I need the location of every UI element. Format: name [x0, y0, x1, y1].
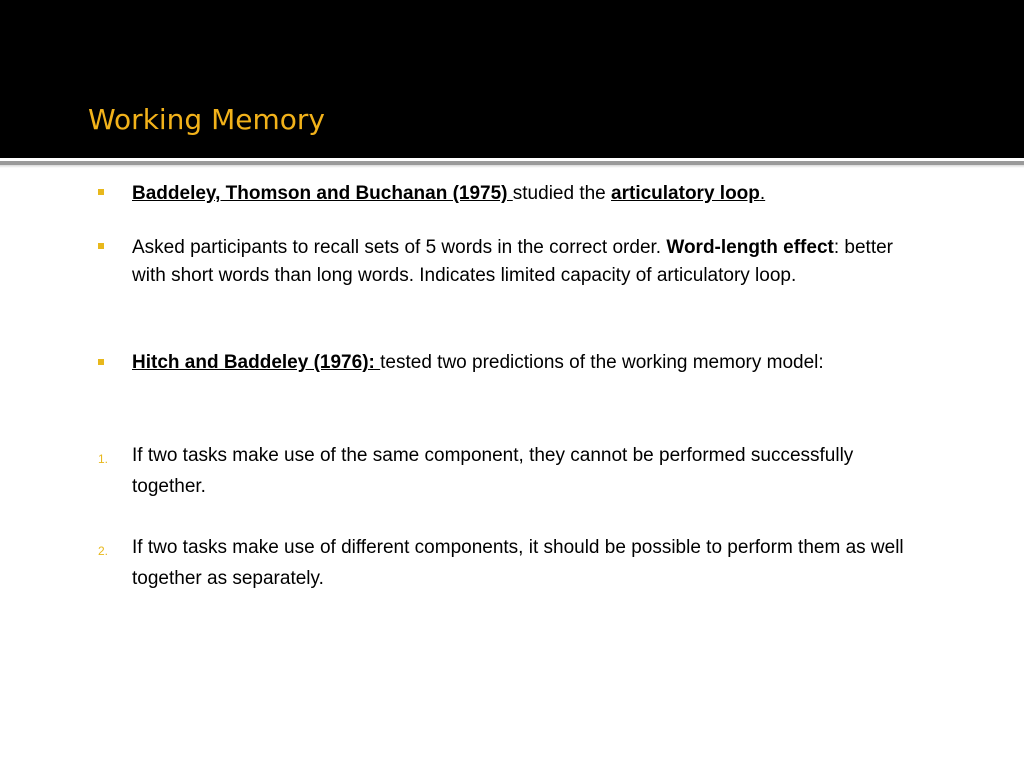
numbered-item-2: If two tasks make use of different components, it should be possible to perform them as well together as separately. — [132, 537, 904, 589]
term-articulatory-loop: articulatory loop — [611, 183, 760, 204]
term-word-length-effect: Word-length effect — [666, 237, 834, 258]
bullet-item-3 — [132, 348, 932, 378]
square-bullet-icon — [98, 189, 104, 195]
bullet-punctuation: . — [759, 183, 766, 204]
bullet-text: : better with short words than long words. Indicates limited capacity of articulatory loop. — [132, 237, 893, 286]
bullet-text: studied the — [512, 183, 612, 204]
square-bullet-icon — [98, 359, 104, 365]
citation-hitch-baddeley: Hitch and Baddeley (1976): — [132, 352, 381, 373]
slide-title: Working Memory — [88, 103, 325, 136]
bullet-text: tested two predictions of the working memory model: — [380, 352, 824, 373]
bullet-text: Asked participants to recall sets of 5 words in the correct order. — [132, 237, 667, 258]
bullet-item-1 — [132, 180, 932, 208]
list-number: 2. — [98, 544, 109, 558]
bullet-item-2 — [132, 234, 932, 290]
citation-baddeley-thomson-buchanan: Baddeley, Thomson and Buchanan (1975) — [132, 183, 513, 204]
square-bullet-icon — [98, 243, 104, 249]
list-number: 1. — [98, 452, 109, 466]
numbered-item-1: If two tasks make use of the same component, they cannot be performed successfully together. — [132, 445, 854, 497]
